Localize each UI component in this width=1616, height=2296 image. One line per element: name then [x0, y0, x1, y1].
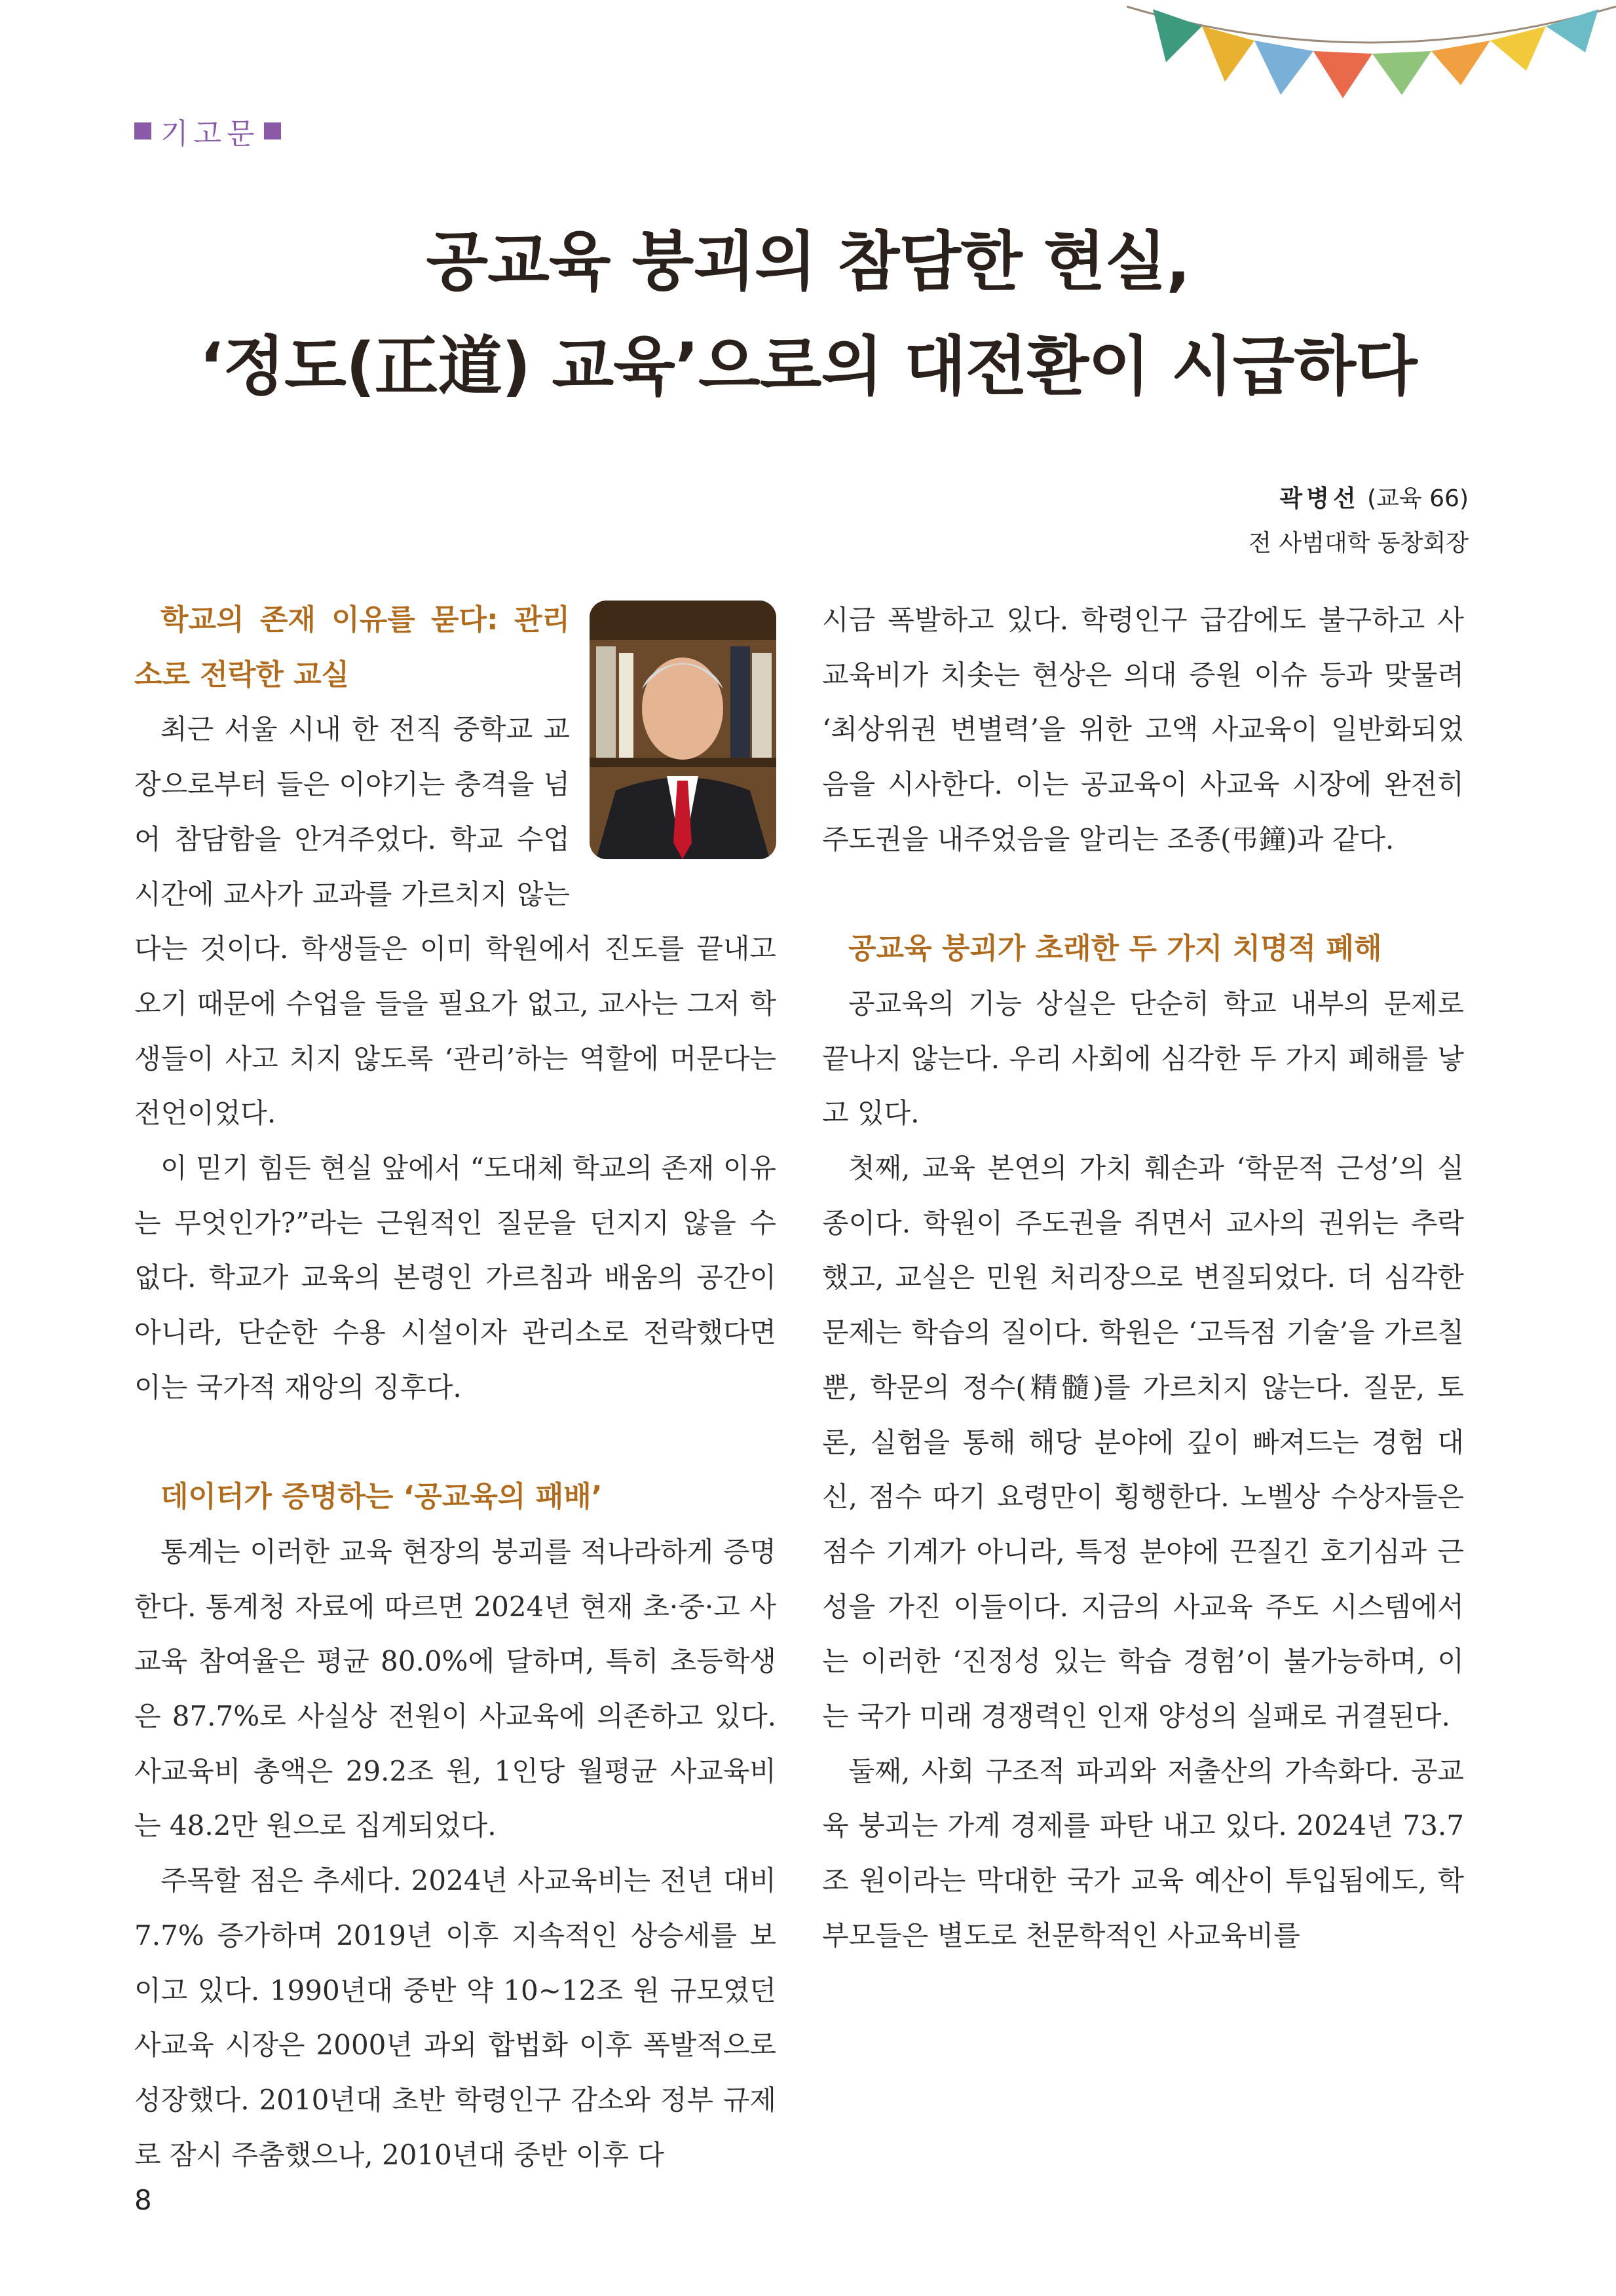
left-paragraph-4: 주목할 점은 추세다. 2024년 사교육비는 전년 대비 7.7% 증가하며 2019년 이후 지속적인 상승세를 보이고 있다. 1990년대 중반 약 10~12조 원 규모였던 사교육 시장은 2000년 과외 합법화 이후 폭발적으로 성장했다. 2010년대 초반 학령인구 감소와 정부 규제로 잠시 주춤했으나, 2010년대 중반 이후 다: [134, 1864, 776, 2171]
right-heading-1: 공교육 붕괴가 초래한 두 가지 치명적 폐해: [848, 932, 1382, 966]
left-paragraph-1: 최근 서울 시내 한 전직 중학교 교장으로부터 들은 이야기는 충격을 넘어 참담함을 안겨주었다. 학교 수업 시간에 교사가 교과를 가르치지 않는다는 것이다. 학생들은 이미 학원에서 진도를 끝내고 오기 때문에 수업을 들을 필요가 없고, 교사는 그저 학생들이 사고 치지 않도록 ‘관리’하는 역할에 머문다는 전언이었다.: [134, 713, 776, 1130]
right-paragraph-2: 공교육의 기능 상실은 단순히 학교 내부의 문제로 끝나지 않는다. 우리 사회에 심각한 두 가지 폐해를 낳고 있다.: [822, 987, 1464, 1130]
square-bullet-icon: [134, 122, 151, 139]
bunting-flags-icon: [1127, 0, 1616, 124]
left-paragraph-3: 통계는 이러한 교육 현장의 붕괴를 적나라하게 증명한다. 통계청 자료에 따르면 2024년 현재 초·중·고 사교육 참여율은 평균 80.0%에 달하며, 특히 초등학생은 87.7%로 사실상 전원이 사교육에 의존하고 있다. 사교육비 총액은 29.2조 원, 1인당 월평균 사교육비는 48.2만 원으로 집계되었다.: [134, 1535, 776, 1842]
left-heading-2: 데이터가 증명하는 ‘공교육의 패배’: [160, 1480, 603, 1514]
left-paragraph-2: 이 믿기 힘든 현실 앞에서 “도대체 학교의 존재 이유는 무엇인가?”라는 근원적인 질문을 던지지 않을 수 없다. 학교가 교육의 본령인 가르침과 배움의 공간이 아니라, 단순한 수용 시설이자 관리소로 전락했다면 이는 국가적 재앙의 징후다.: [134, 1152, 776, 1403]
left-column: [134, 593, 776, 2182]
title-line-2: ‘정도(正道) 교육’으로의 대전환이 시급하다: [199, 329, 1417, 404]
article-title: [0, 210, 1616, 419]
author-name-line: [1249, 477, 1469, 521]
spacer: [134, 1415, 776, 1470]
section-tag-label: 기고문: [160, 117, 260, 151]
right-paragraph-4: 둘째, 사회 구조적 파괴와 저출산의 가속화다. 공교육 붕괴는 가계 경제를 파탄 내고 있다. 2024년 73.7조 원이라는 막대한 국가 교육 예산이 투입됨에도, 학부모들은 별도로 천문학적인 사교육비를: [822, 1754, 1464, 1952]
right-paragraph-1: 시금 폭발하고 있다. 학령인구 급감에도 불구하고 사교육비가 치솟는 현상은 의대 증원 이슈 등과 맞물려 ‘최상위권 변별력’을 위한 고액 사교육이 일반화되었음을 시사한다. 이는 공교육이 사교육 시장에 완전히 주도권을 내주었음을 알리는 조종(弔鐘)과 같다.: [822, 604, 1464, 855]
title-line-1: 공교육 붕괴의 참담한 현실,: [426, 225, 1190, 299]
section-tag: [134, 110, 281, 152]
author-position: 전 사범대학 동창회장: [1249, 530, 1469, 557]
author-portrait: [590, 601, 776, 859]
author-affiliation: (교육 66): [1367, 485, 1469, 512]
right-paragraph-3: 첫째, 교육 본연의 가치 훼손과 ‘학문적 근성’의 실종이다. 학원이 주도권을 쥐면서 교사의 권위는 추락했고, 교실은 민원 처리장으로 변질되었다. 더 심각한 문제는 학습의 질이다. 학원은 ‘고득점 기술’을 가르칠 뿐, 학문의 정수(精髓)를 가르치지 않는다. 질문, 토론, 실험을 통해 해당 분야에 깊이 빠져드는 경험 대신, 점수 따기 요령만이 횡행한다. 노벨상 수상자들은 점수 기계가 아니라, 특정 분야에 끈질긴 호기심과 근성을 가진 이들이다. 지금의 사교육 주도 시스템에서는 이러한 ‘진정성 있는 학습 경험’이 불가능하며, 이는 국가 미래 경쟁력인 인재 양성의 실패로 귀결된다.: [822, 1152, 1464, 1733]
square-bullet-icon: [264, 122, 281, 139]
page-number: 8: [134, 2184, 152, 2216]
author-name: 곽병선: [1279, 485, 1360, 512]
left-heading-1: 학교의 존재 이유를 묻다: 관리소로 전락한 교실: [134, 603, 570, 692]
spacer: [822, 867, 1464, 922]
author-block: [1249, 477, 1469, 566]
right-column: [822, 593, 1464, 1963]
